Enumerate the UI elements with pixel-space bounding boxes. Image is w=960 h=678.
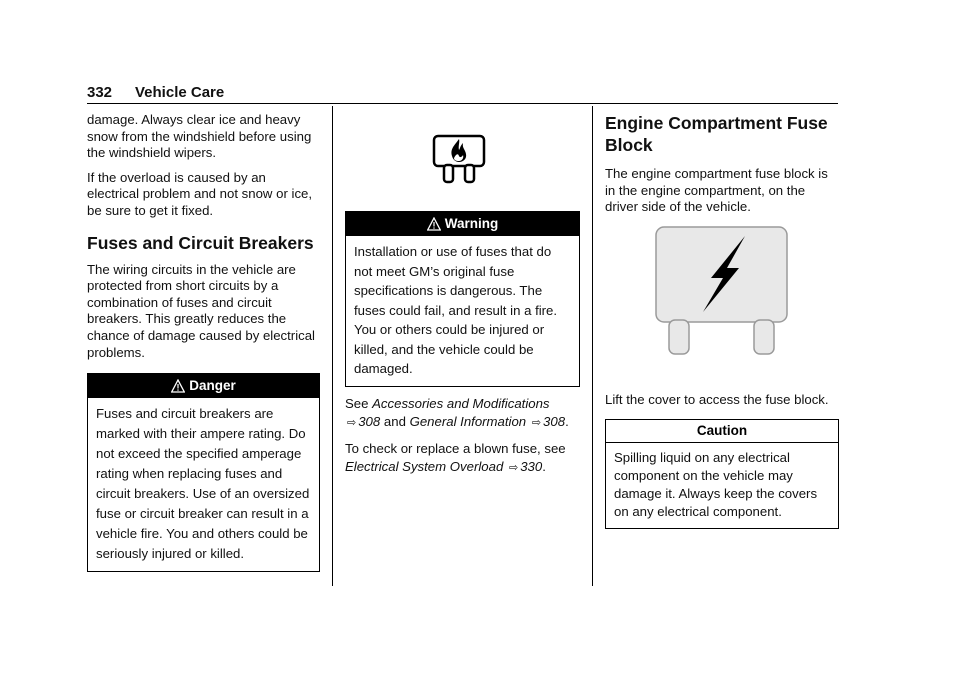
page-ref-arrow-icon: ⇨ bbox=[347, 416, 357, 429]
ref-electrical-overload[interactable]: Electrical System Overload bbox=[345, 458, 504, 474]
caution-box bbox=[605, 419, 839, 529]
engine-fuse-block-heading: Engine Compartment Fuse Block bbox=[605, 113, 828, 155]
fuse-lightning-icon bbox=[655, 226, 788, 356]
engine-fuse-block-body: The engine compartment fuse block is in the engine compartment, on the driver side of the vehicle. bbox=[605, 166, 828, 215]
column-left bbox=[87, 112, 320, 572]
check-fuse-text: To check or replace a blown fuse, see bbox=[345, 440, 566, 456]
warning-box bbox=[345, 211, 580, 387]
intro-paragraph-2: If the overload is caused by an electrical problem and not snow or ice, be sure to get it fixed. bbox=[87, 169, 313, 218]
caution-text: Spilling liquid on any electrical component on the vehicle may damage it. Always keep the covers on any electrical component. bbox=[614, 449, 818, 519]
warning-title: Warning bbox=[444, 216, 499, 231]
page-ref-arrow-icon: ⇨ bbox=[508, 461, 519, 474]
fuse-fire-icon bbox=[432, 134, 486, 184]
intro-paragraph-1: damage. Always clear ice and heavy snow from the windshield before using the windshield wipers. bbox=[87, 112, 312, 161]
warning-header bbox=[346, 212, 579, 236]
page-header bbox=[87, 84, 838, 104]
danger-title: Danger bbox=[189, 378, 236, 394]
ref-general-info[interactable]: General Information bbox=[409, 413, 527, 429]
caution-title: Caution bbox=[696, 422, 748, 438]
and-word: and bbox=[383, 413, 406, 429]
warning-triangle-icon bbox=[171, 379, 185, 393]
danger-text: Fuses and circuit breakers are marked with their ampere rating. Do not exceed the specified amperage rating when replacing fuses and circuit breakers. Use of an oversized fuse or circuit breaker can result in a vehicle fire. You and others could be seriously injured or killed. bbox=[96, 406, 310, 562]
column-middle bbox=[345, 211, 580, 485]
danger-header bbox=[88, 374, 319, 398]
lift-cover-text: Lift the cover to access the fuse block. bbox=[605, 392, 829, 407]
danger-box bbox=[87, 373, 320, 572]
page-ref-arrow-icon: ⇨ bbox=[531, 416, 542, 429]
caution-header bbox=[606, 420, 838, 443]
column-right bbox=[605, 112, 839, 224]
column-divider-2 bbox=[592, 106, 593, 586]
see-references: See Accessories and Modifications ⇨ 308 and General Information ⇨ 308. bbox=[345, 395, 569, 429]
check-fuse-paragraph: To check or replace a blown fuse, see Electrical System Overload ⇨ 330. bbox=[345, 440, 566, 474]
warning-triangle-icon bbox=[427, 217, 441, 231]
ref-electrical-overload-page[interactable]: 330 bbox=[520, 458, 543, 474]
fuses-heading: Fuses and Circuit Breakers bbox=[87, 232, 314, 253]
column-divider-1 bbox=[332, 106, 333, 586]
fuses-body: The wiring circuits in the vehicle are protected from short circuits by a combination of fuses and circuit breakers. This greatly reduces the chance of damage caused by electrical problems. bbox=[87, 261, 315, 360]
ref-general-info-page[interactable]: 308 bbox=[543, 413, 566, 429]
header-rule bbox=[87, 103, 838, 104]
warning-text: Installation or use of fuses that do not meet GM’s original fuse specifications is dangerous. The fuses could fail, and result in a fire. You or others could be injured or killed, and the vehicle could be damaged. bbox=[354, 244, 558, 376]
ref-accessories-page[interactable]: 308 bbox=[358, 413, 381, 429]
ref-accessories[interactable]: Accessories and Modifications bbox=[372, 395, 550, 411]
section-title: Vehicle Care bbox=[135, 84, 225, 101]
column-right-lower bbox=[605, 392, 839, 529]
see-prefix: See bbox=[345, 395, 369, 411]
page-number: 332 bbox=[87, 84, 113, 101]
